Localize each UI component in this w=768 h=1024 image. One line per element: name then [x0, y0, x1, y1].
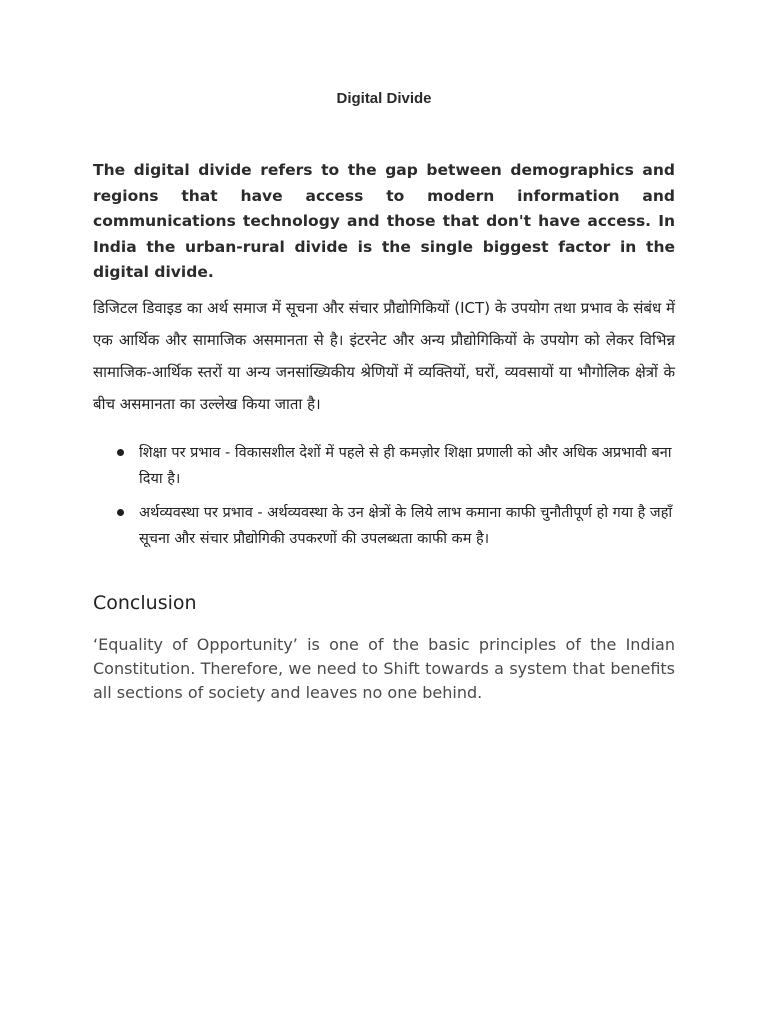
conclusion-paragraph: ‘Equality of Opportunity’ is one of the basic principles of the Indian Constitution. Therefore, we need to Shift towards a system that benefits all sections of society and leaves no one behind.: [93, 635, 675, 702]
bullet-dot-icon: [117, 509, 124, 516]
list-item: [117, 440, 675, 492]
page-title: Digital Divide: [336, 90, 432, 107]
bullet-text-economy: अर्थव्यवस्था पर प्रभाव - अर्थव्यवस्था के उन क्षेत्रों के लिये लाभ कमाना काफी चुनौतीपूर्ण हो गया है जहाँ सूचना और संचार प्रौद्योगिकी उपकरणों की उपलब्धता काफी कम है।: [139, 505, 673, 547]
impact-bullet-list: [117, 440, 675, 560]
conclusion-heading: Conclusion: [93, 592, 197, 614]
bullet-dot-icon: [117, 449, 124, 456]
intro-paragraph-english: The digital divide refers to the gap between demographics and regions that have access to modern information and communications technology and those that don't have access. In India the urban-rural divide is the single biggest factor in the digital divide.: [93, 161, 675, 281]
bullet-text-education: शिक्षा पर प्रभाव - विकासशील देशों में पहले से ही कमज़ोर शिक्षा प्रणाली को और अधिक अप्रभावी बना दिया है।: [139, 445, 672, 487]
list-item: [117, 500, 675, 552]
intro-paragraph-hindi: डिजिटल डिवाइड का अर्थ समाज में सूचना और संचार प्रौद्योगिकियों (ICT) के उपयोग तथा प्रभाव के संबंध में एक आर्थिक और सामाजिक असमानता से है। इंटरनेट और अन्य प्रौद्योगिकियों के उपयोग को लेकर विभिन्न सामाजिक-आर्थिक स्तरों या अन्य जनसांख्यिकीय श्रेणियों में व्यक्तियों, घरों, व्यवसायों या भौगोलिक क्षेत्रों के बीच असमानता का उल्लेख किया जाता है।: [93, 299, 675, 413]
